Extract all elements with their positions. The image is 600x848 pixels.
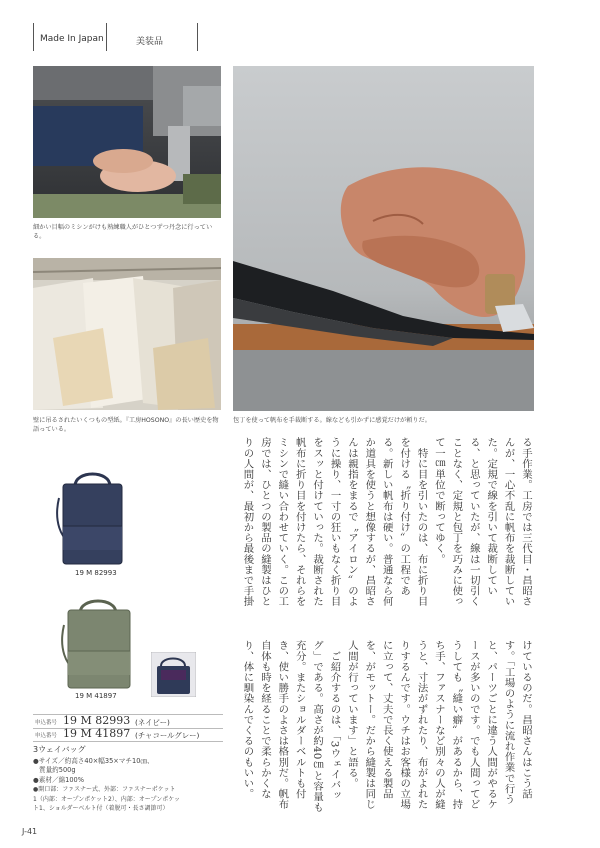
body-line: りの人間が、最初から最後まで手掛 [241, 437, 254, 607]
patterns-caption: 壁に吊るされたいくつもの型紙。『工房HOSONO』の長い歴史を物語っている。 [33, 417, 219, 433]
spec-line: ●サイズ／約高さ40×幅35×マチ10㎝、 [33, 757, 154, 765]
body-line: ご紹介するのは、「3ウェイバッ [328, 640, 341, 801]
gray-order-code: 19 M 41897 [63, 727, 131, 740]
body-line: 房では、ひとつの製品の縫製はひと [258, 437, 271, 607]
sewing-caption: 細かい目幅のミシンがけも熟練職人がひとつずつ丹念に行っている。 [33, 224, 213, 240]
gray-code-label: 19 M 41897 [75, 692, 117, 700]
body-line: けているのだ。昌昭さんはこう話 [520, 640, 532, 799]
body-line: 帆布に折り目を付けたら、それらを [293, 437, 306, 607]
body-line: をスッと付けていった。裁断された [311, 437, 324, 607]
sewing-photo [33, 66, 221, 218]
spec-line: ト1、ショルダーベルト付（着脱可・長さ調節可） [33, 805, 169, 813]
body-line: うと、寸法がずれたり、布がよれた [415, 640, 428, 810]
body-line: 充分。またショルダーベルトも付 [293, 640, 306, 799]
made-in-japan-label: Made In Japan [40, 34, 104, 44]
bag-interior-image [151, 652, 196, 697]
cutting-photo [233, 66, 534, 411]
body-line: んが、一心不乱に帆布を裁断してい [502, 437, 515, 607]
order-number-label: 申込番号 [35, 733, 58, 739]
body-line: て一㎝単位で断ってゆく。 [432, 437, 445, 565]
order-number-label: 申込番号 [35, 720, 58, 726]
navy-bag-image [55, 468, 130, 566]
body-line: うしても〝縫い癖〟があるから、持 [450, 640, 463, 810]
body-line: る、と思っていたが、線は一切引く [467, 437, 480, 607]
body-line: り、体に馴染んでくるのもいい。 [241, 640, 254, 799]
body-line: んは親指をまるで〝アイロン〟のよ [345, 437, 358, 607]
spec-line: 1（内部：オープンポケット2）、内部：オープンポケッ [33, 795, 180, 803]
navy-order-code: 19 M 82993 [63, 714, 131, 727]
body-line: を、がモットー。だから縫製は同じ [363, 640, 376, 810]
header-divider-right [197, 23, 198, 51]
order-row-gray [33, 728, 223, 742]
body-line: か道具を使うと想像するが、昌昭さ [363, 437, 376, 607]
navy-code-label: 19 M 82993 [75, 569, 117, 577]
body-line: ースが多いのです。でも人間ってど [467, 640, 480, 810]
spec-line: ●開口部：ファスナー式、外部：ファスナーポケット [33, 786, 176, 794]
body-line: 人間が行っています」と語る。 [345, 640, 358, 789]
patterns-photo [33, 258, 221, 410]
body-line: 自体も時を経ることで柔らかくな [258, 640, 271, 799]
body-line: ミシンで縫い合わせていく。この工 [276, 437, 289, 607]
product-specs [33, 757, 228, 813]
spec-line: ●素材／綿100% [33, 775, 84, 784]
gray-color-label: (チャコールグレー) [135, 731, 200, 740]
body-line: に立って、丈夫で長く使える製品 [380, 640, 393, 799]
header-divider-mid [106, 23, 107, 51]
product-name: 3ウェイバッグ [33, 745, 86, 754]
spec-line: 質量約500g [39, 766, 76, 775]
body-line: す。「工場のように流れ作業で行う [502, 640, 515, 805]
body-line: ことなく、定規と包丁を巧みに使っ [450, 437, 463, 607]
page-number: J-41 [22, 827, 38, 836]
body-line: を付ける〝折り付け〟の工程であ [398, 437, 411, 596]
navy-color-label: (ネイビー) [135, 718, 170, 727]
body-line: と、パーツごとに違う人間がやるケ [485, 640, 498, 810]
body-line: うに操り、一寸の狂いもなく折り目 [328, 437, 341, 607]
cutting-caption: 包丁を使って帆布を手裁断する。線なども引かずに感覚だけが頼りだ。 [233, 417, 431, 424]
body-line: りするんです。ウチはお客様の立場 [398, 640, 411, 810]
gray-bag-image [58, 595, 138, 690]
body-line: き、使い勝手のよさは格別だ。帆布 [276, 640, 289, 810]
body-line: ち手、ファスナーなど別々の人が縫 [432, 640, 445, 810]
body-line: る。新しい帆布は硬い。普通なら何 [380, 437, 393, 607]
category-label: 美装品 [136, 37, 164, 47]
body-line: る手作業。工房では三代目・昌昭さ [520, 437, 532, 607]
body-line: グ」である。高さが約40㎝と容量も [311, 640, 324, 813]
body-line: 特に目を引いたのは、布に折り目 [415, 437, 428, 607]
body-text-lower [233, 640, 534, 836]
header-divider-left [33, 23, 34, 51]
body-line: た。定規で線を引いて裁断してい [485, 437, 498, 596]
body-text-upper [233, 437, 534, 633]
